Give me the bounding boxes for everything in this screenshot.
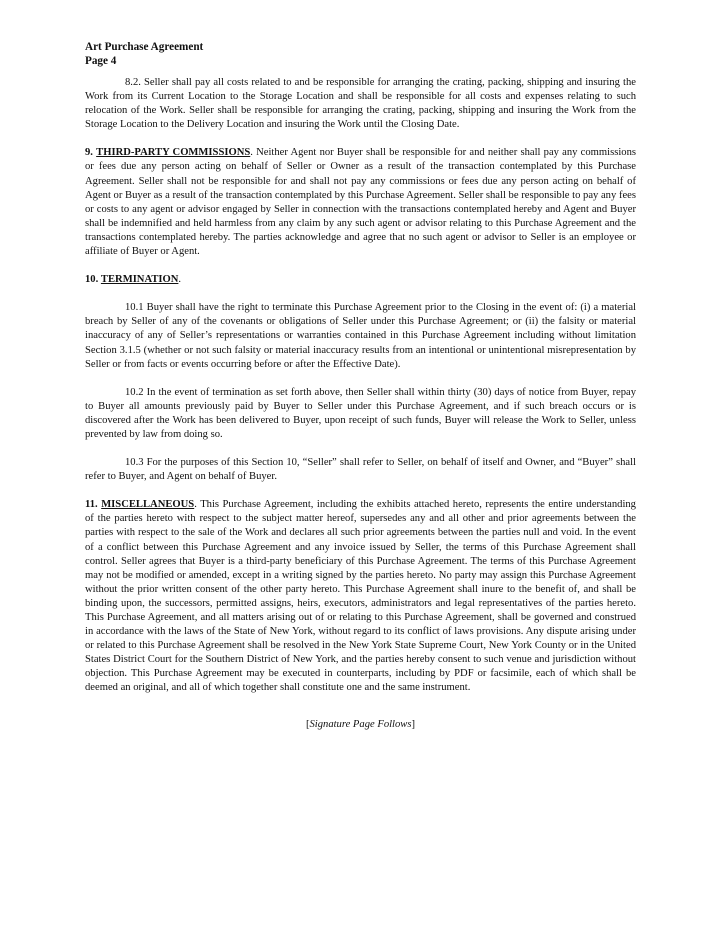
document-page — [85, 40, 636, 732]
section-9-title: THIRD-PARTY COMMISSIONS — [96, 147, 251, 159]
page-number: Page 4 — [85, 55, 117, 67]
section-11-number: 11. — [85, 499, 98, 511]
section-10-title: TERMINATION — [100, 274, 179, 286]
section-11-title-end: . — [194, 499, 197, 511]
signature-page-note — [85, 718, 636, 732]
document-title: Art Purchase Agreement — [85, 41, 204, 53]
bracket-close: ] — [411, 718, 416, 730]
section-11-title: MISCELLANEOUS — [101, 499, 195, 511]
section-11 — [85, 498, 636, 695]
paragraph-8-2: 8.2. Seller shall pay all costs related to and be responsible for arranging the crating, packing, shipping and insuring the Work from its Current Location to the Storage Location and shall be responsible for all costs and expenses relating to such relocation of the Work. Seller shall be responsible for arranging the crating, packing, shipping and insuring the Work from the Storage Location to the Delivery Location and insuring the Work until the Closing Date. — [85, 77, 636, 131]
section-11-text: This Purchase Agreement, including the exhibits attached hereto, represents the entire understanding of the parties hereto with respect to the subject matter hereof, supersedes any and all other and prior agreements between the parties with respect to the sale of the Work and declares all such prior agreements between the parties null and void. In the event of a conflict between this Purchase Agreement and any invoice issued by Seller, the terms of this Purchase Agreement shall control. Seller agrees that Buyer is a third-party beneficiary of this Purchase Agreement. The terms of this Purchase Agreement may not be modified or amended, except in a writing signed by the parties hereto. No party may assign this Purchase Agreement without the prior written consent of the other party hereto. This Purchase Agreement shall inure to the benefit of, and shall be binding upon, the successors, permitted assigns, heirs, executors, administrators and legal representatives of the parties hereto. This Purchase Agreement, and all matters arising out of or relating to this Purchase Agreement, shall be governed and construed in accordance with the laws of the State of New York, without regard to its conflict of laws provisions. Any dispute arising under or related to this Purchase Agreement shall be resolved in the New York State Supreme Court, New York County or in the United States District Court for the Southern District of New York, and the parties hereby consent to such venue and jurisdiction without objection. This Purchase Agreement may be executed in counterparts, including by PDF or facsimile, each of which shall be deemed an original, and all of which together shall constitute one and the same instrument. — [85, 499, 636, 694]
section-9-title-end: . — [250, 147, 253, 159]
section-10-title-end: . — [178, 274, 182, 286]
bracket-open: [ — [305, 718, 310, 730]
paragraph-10-1: 10.1 Buyer shall have the right to terminate this Purchase Agreement prior to the Closing in the event of: (i) a material breach by Seller of any of the covenants or obligations of Seller under this Purchase Agreement; or (ii) the falsity or material inaccuracy of any of Seller’s representations or warranties contained in this Purchase Agreement including without limitation Section 3.1.5 (whether or not such falsity or material inaccuracy results from an intentional or unintentional misrepresentation by Seller or from facts or events occurring before or after the Effective Date). — [85, 302, 636, 370]
section-9-text: Neither Agent nor Buyer shall be responsible for and neither shall pay any commissions or fees due any person acting on behalf of Seller or Owner as a result of the transaction contemplated by this Purchase Agreement. Seller shall not be responsible for and shall not pay any commissions or fees due any person acting on behalf of Agent or Buyer as a result of the transaction contemplated by this Purchase Agreement. Seller shall be responsible to pay any fees or costs to any agent or advisor engaged by Seller in connection with the transactions contemplated hereby and Agent and Buyer shall be indemnified and held harmless from any claim by any such agent or advisor relating to this Purchase Agreement and the transactions contemplated hereby. The parties acknowledge and agree that no such agent or advisor to Seller is an employee or affiliate of Buyer or Agent. — [85, 147, 636, 258]
section-9 — [85, 146, 636, 259]
paragraph-10-3: 10.3 For the purposes of this Section 10, “Seller” shall refer to Seller, on behalf of itself and Owner, and “Buyer” shall refer to Buyer, and Agent on behalf of Buyer. — [85, 457, 636, 483]
signature-note-text: Signature Page Follows — [309, 718, 412, 730]
section-10-number: 10. — [85, 274, 99, 286]
section-10-heading — [85, 273, 636, 287]
paragraph-10-2: 10.2 In the event of termination as set forth above, then Seller shall within thirty (30) days of notice from Buyer, repay to Buyer all amounts previously paid by Buyer to Seller under this Purchase Agreement, and if such breach occurs or is discovered after the Work has been delivered to Buyer, upon receipt of such funds, Buyer will release the Work to Seller, unless prevented by law from doing so. — [85, 386, 636, 440]
section-9-number: 9. — [85, 147, 93, 159]
